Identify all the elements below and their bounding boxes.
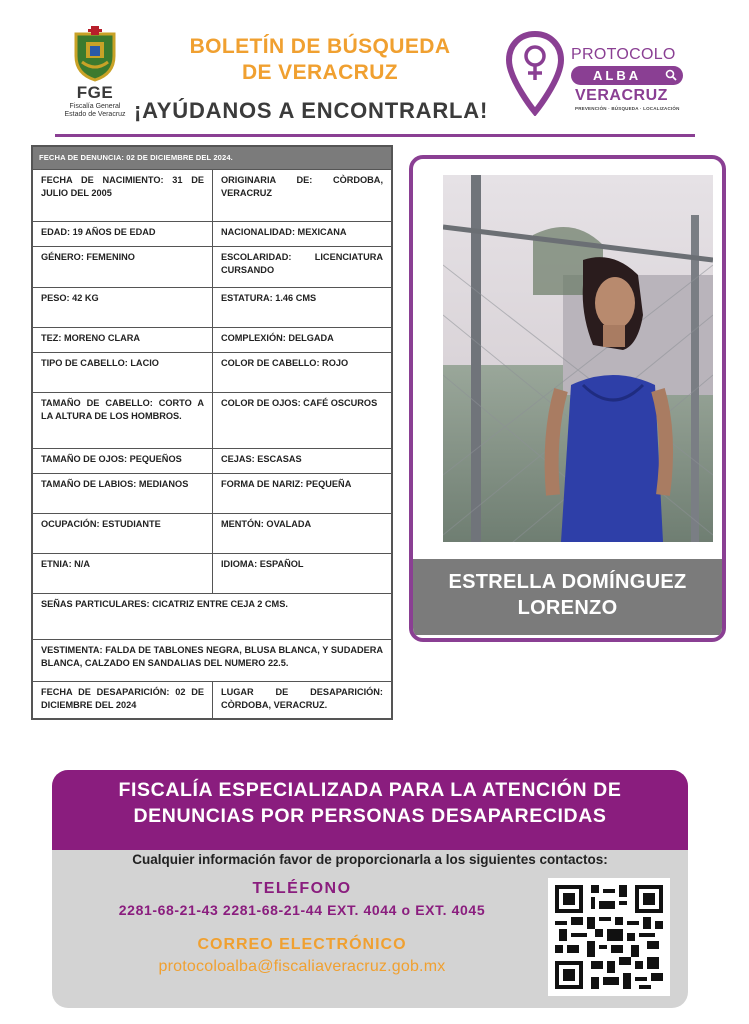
chin-cell: MENTÓN: OVALADA: [212, 514, 391, 553]
title-line-2: DE VERACRUZ: [241, 61, 399, 84]
height-cell: ESTATURA: 1.46 CMS: [212, 288, 391, 327]
person-details-table: [31, 145, 393, 720]
fge-subtitle-1: Fiscalía General: [69, 103, 121, 110]
age-cell: EDAD: 19 AÑOS DE EDAD: [41, 227, 156, 237]
table-row: [33, 448, 391, 473]
build-cell: COMPLEXIÓN: DELGADA: [212, 328, 391, 352]
veracruz-shield-icon: [72, 26, 118, 82]
clothing-cell: VESTIMENTA: FALDA DE TABLONES NEGRA, BLUSA BLANCA, Y SUDADERA BLANCA, CALZADO EN SANDALIAS DEL NUMERO 22.5.: [41, 645, 383, 668]
alba-protocolo-text: PROTOCOLO: [571, 46, 676, 63]
footer-heading-line-1: FISCALÍA ESPECIALIZADA PARA LA ATENCIÓN DE: [118, 779, 622, 801]
prosecutor-office-heading: [52, 770, 688, 850]
alba-tagline: PREVENCIÓN · BÚSQUEDA · LOCALIZACIÓN: [575, 106, 680, 111]
birth-date-cell: FECHA DE NACIMIENTO: 31 DE JULIO DEL 2005: [41, 175, 204, 198]
gender-cell: GÉNERO: FEMENINO: [41, 252, 135, 262]
table-row: [33, 352, 391, 392]
weight-cell: PESO: 42 KG: [41, 293, 99, 303]
qr-code[interactable]: [548, 878, 670, 996]
fge-subtitle-2: Estado de Veracruz: [64, 111, 126, 118]
ethnicity-cell: ETNIA: N/A: [41, 559, 90, 569]
nose-shape-cell: FORMA DE NARIZ: PEQUEÑA: [212, 474, 391, 513]
table-row: [33, 392, 391, 448]
fge-logo-text: FGE: [76, 83, 114, 102]
help-us-heading: ¡AYÚDANOS A ENCONTRARLA!: [134, 98, 489, 123]
email-label: CORREO ELECTRÓNICO: [197, 936, 407, 953]
header-divider: [55, 134, 695, 137]
table-row: [33, 593, 391, 639]
hair-length-cell: TAMAÑO DE CABELLO: CORTO A LA ALTURA DE LOS HOMBROS.: [41, 398, 204, 421]
table-row: [33, 287, 391, 327]
distinguishing-marks-cell: SEÑAS PARTICULARES: CICATRIZ ENTRE CEJA 2 CMS.: [41, 599, 288, 609]
table-row: [33, 169, 391, 221]
language-cell: IDIOMA: ESPAÑOL: [212, 554, 391, 593]
table-row: [33, 639, 391, 681]
table-row: [33, 246, 391, 287]
contact-footer: [52, 770, 688, 1008]
alba-pill: [571, 66, 683, 85]
lip-size-cell: TAMAÑO DE LABIOS: MEDIANOS: [41, 479, 189, 489]
person-name-band: [413, 559, 722, 635]
table-row: [33, 681, 391, 718]
origin-cell: ORIGINARIA DE: CÒRDOBA, VERACRUZ: [212, 170, 391, 221]
person-photo: [443, 175, 713, 542]
eye-color-cell: COLOR DE OJOS: CAFÉ OSCUROS: [212, 393, 391, 448]
table-row: [33, 513, 391, 553]
title-line-1: BOLETÍN DE BÚSQUEDA: [189, 35, 451, 58]
eye-size-cell: TAMAÑO DE OJOS: PEQUEÑOS: [41, 454, 182, 464]
report-date-header: FECHA DE DENUNCIA: 02 DE DICIEMBRE DEL 2024.: [33, 147, 391, 169]
table-row: [33, 327, 391, 352]
skin-tone-cell: TEZ: MORENO CLARA: [41, 333, 141, 343]
phone-label: TELÉFONO: [252, 880, 352, 897]
fge-logo: [52, 26, 138, 126]
education-cell: ESCOLARIDAD: LICENCIATURA CURSANDO: [212, 247, 391, 287]
table-row: [33, 553, 391, 593]
hair-color-cell: COLOR DE CABELLO: ROJO: [212, 353, 391, 392]
protocolo-alba-logo: [505, 30, 695, 116]
person-photo-card: [409, 155, 726, 642]
hair-type-cell: TIPO DE CABELLO: LACIO: [41, 358, 159, 368]
eyebrows-cell: CEJAS: ESCASAS: [212, 449, 391, 473]
footer-heading-line-2: DENUNCIAS POR PERSONAS DESAPARECIDAS: [133, 805, 607, 827]
occupation-cell: OCUPACIÓN: ESTUDIANTE: [41, 519, 161, 529]
alba-pill-text: ALBA: [593, 68, 642, 83]
nationality-cell: NACIONALIDAD: MEXICANA: [212, 222, 391, 246]
phone-numbers[interactable]: 2281-68-21-43 2281-68-21-44 EXT. 4044 o EXT. 4045: [118, 902, 486, 918]
contact-instructions: Cualquier información favor de proporcionarla a los siguientes contactos:: [132, 852, 608, 867]
disappearance-place-cell: LUGAR DE DESAPARICIÓN: CÒRDOBA, VERACRUZ.: [212, 682, 391, 718]
female-location-pin-icon: [505, 30, 565, 116]
person-name-line-1: ESTRELLA DOMÍNGUEZ: [448, 571, 687, 593]
email-link[interactable]: protocoloalba@fiscaliaveracruz.gob.mx: [158, 958, 446, 975]
table-row: [33, 473, 391, 513]
alba-veracruz-text: VERACRUZ: [575, 87, 668, 104]
bulletin-title: [150, 34, 490, 86]
magnifier-icon: [665, 69, 677, 81]
person-name-line-2: LORENZO: [517, 597, 618, 619]
qr-code-icon: [555, 885, 663, 989]
disappearance-date-cell: FECHA DE DESAPARICIÓN: 02 DE DICIEMBRE DEL 2024: [41, 687, 204, 710]
table-row: [33, 221, 391, 246]
